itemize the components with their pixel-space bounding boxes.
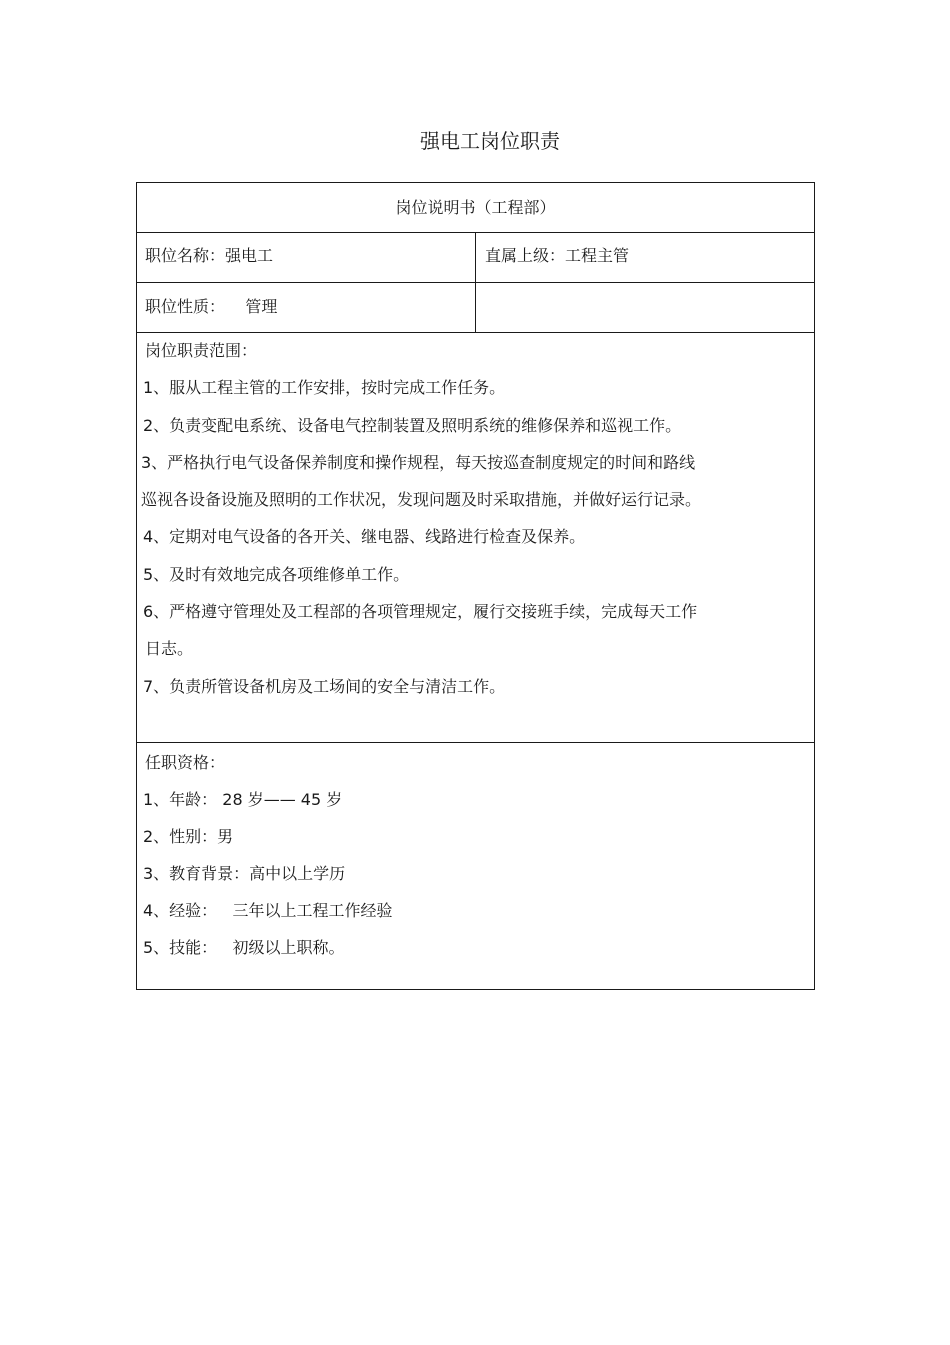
qualifications-heading: 任职资格：: [145, 753, 226, 772]
duty-line: 1、服从工程主管的工作安排，按时完成工作任务。: [143, 378, 506, 397]
duty-line: 巡视各设备设施及照明的工作状况，发现问题及时采取措施，并做好运行记录。: [141, 490, 702, 509]
position-name: 职位名称：强电工: [145, 246, 274, 265]
duty-line: 7、负责所管设备机房及工场间的安全与清洁工作。: [143, 677, 506, 696]
qualification-line: 4、经验： 三年以上工程工作经验: [143, 901, 393, 920]
duty-line: 5、及时有效地完成各项维修单工作。: [143, 565, 410, 584]
qualification-line: 1、年龄： 28 岁—— 45 岁: [143, 790, 343, 809]
duties-heading: 岗位职责范围：: [145, 341, 258, 360]
duty-line: 6、严格遵守管理处及工程部的各项管理规定，履行交接班手续，完成每天工作: [143, 602, 698, 621]
duty-line: 2、负责变配电系统、设备电气控制装置及照明系统的维修保养和巡视工作。: [143, 416, 682, 435]
duty-line: 日志。: [145, 639, 194, 658]
row-divider: [137, 332, 814, 333]
duty-line: 4、定期对电气设备的各开关、继电器、线路进行检查及保养。: [143, 527, 586, 546]
row-divider: [137, 742, 814, 743]
qualification-line: 5、技能： 初级以上职称。: [143, 938, 345, 957]
position-nature: 职位性质： 管理: [145, 297, 278, 316]
column-divider: [475, 233, 476, 333]
direct-supervisor: 直属上级：工程主管: [485, 246, 630, 265]
document-title: 强电工岗位职责: [420, 129, 560, 153]
qualification-line: 2、性别：男: [143, 827, 234, 846]
duty-line: 3、严格执行电气设备保养制度和操作规程，每天按巡查制度规定的时间和路线: [141, 453, 696, 472]
qualification-line: 3、教育背景：高中以上学历: [143, 864, 346, 883]
job-description-table: [136, 182, 815, 990]
table-header: 岗位说明书（工程部）: [395, 198, 556, 217]
